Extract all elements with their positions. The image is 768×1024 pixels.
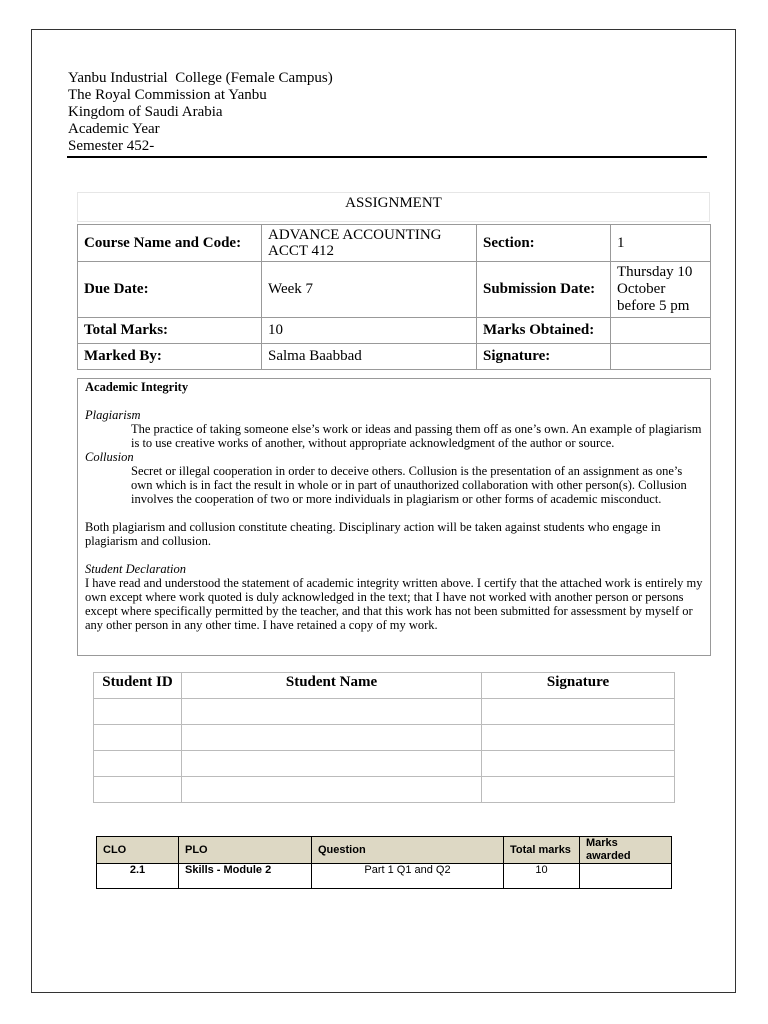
section-value: 1 xyxy=(611,225,711,262)
student-signature-cell[interactable] xyxy=(482,751,675,777)
integrity-title: Academic Integrity xyxy=(85,380,189,394)
total-marks-label: Total Marks: xyxy=(78,318,262,344)
collusion-text: Secret or illegal cooperation in order to deceive others. Collusion is the presentation of an assignment as one’s own which is in fact the result in whole or in part of unauthorized collaboration with other person(s). Collusion involves the cooperation of two or more individuals in plagiarism or other forms of academic misconduct. xyxy=(131,464,687,506)
question-header: Question xyxy=(312,837,504,864)
section-label: Section: xyxy=(477,225,611,262)
student-name-cell[interactable] xyxy=(182,751,482,777)
clo-table xyxy=(96,836,672,889)
table-row xyxy=(97,864,672,889)
student-signature-cell[interactable] xyxy=(482,777,675,803)
student-signature-header: Signature xyxy=(482,673,675,699)
clo-header: CLO xyxy=(97,837,179,864)
declaration-text: I have read and understood the statement of academic integrity written above. I certify that the attached work is entirely my own except where work quoted is duly acknowledged in the text; that I have not worked with another person or persons except where specifically permitted by the teacher, and that this work has not been submitted for assessment by myself or any other person in any other time. I have retained a copy of my work. xyxy=(85,576,703,632)
due-date-label: Due Date: xyxy=(78,262,262,318)
student-name-header: Student Name xyxy=(182,673,482,699)
total-marks-value: 10 xyxy=(262,318,477,344)
question-cell: Part 1 Q1 and Q2 xyxy=(312,864,504,889)
declaration-heading: Student Declaration xyxy=(85,562,187,576)
total-marks-header: Total marks xyxy=(504,837,580,864)
student-signature-cell[interactable] xyxy=(482,725,675,751)
marks-obtained-value[interactable] xyxy=(611,318,711,344)
student-id-cell[interactable] xyxy=(94,699,182,725)
assignment-info-table xyxy=(77,224,711,370)
header-line-country: Kingdom of Saudi Arabia xyxy=(68,104,223,120)
header-line-college: Yanbu Industrial College (Female Campus) xyxy=(68,70,333,86)
student-signature-cell[interactable] xyxy=(482,699,675,725)
assignment-title: ASSIGNMENT xyxy=(77,192,710,222)
student-name-cell[interactable] xyxy=(182,725,482,751)
header-divider xyxy=(67,156,707,158)
marks-awarded-header: Marks awarded xyxy=(580,837,672,864)
student-id-header: Student ID xyxy=(94,673,182,699)
table-row xyxy=(94,751,675,777)
signature-label: Signature: xyxy=(477,344,611,370)
header-line-commission: The Royal Commission at Yanbu xyxy=(68,87,267,103)
header-line-academic-year: Academic Year xyxy=(68,121,160,137)
clo-cell: 2.1 xyxy=(97,864,179,889)
plo-header: PLO xyxy=(179,837,312,864)
plagiarism-text: The practice of taking someone else’s work or ideas and passing them off as one’s own. An example of plagiarism is to use creative works of another, without appropriate acknowledgment of the author or source. xyxy=(131,422,702,450)
student-id-cell[interactable] xyxy=(94,725,182,751)
course-value: ADVANCE ACCOUNTING ACCT 412 xyxy=(262,225,477,262)
due-date-value: Week 7 xyxy=(262,262,477,318)
table-row xyxy=(94,699,675,725)
header-line-semester: Semester 452- xyxy=(68,138,155,154)
plo-cell: Skills - Module 2 xyxy=(179,864,312,889)
student-name-cell[interactable] xyxy=(182,699,482,725)
submission-date-value: Thursday 10 October before 5 pm xyxy=(611,262,711,318)
total-marks-cell: 10 xyxy=(504,864,580,889)
signature-value[interactable] xyxy=(611,344,711,370)
table-row xyxy=(94,777,675,803)
student-name-cell[interactable] xyxy=(182,777,482,803)
cheating-text: Both plagiarism and collusion constitute cheating. Disciplinary action will be taken against students who engage in plagiarism and collusion. xyxy=(85,520,661,548)
course-label: Course Name and Code: xyxy=(78,225,262,262)
marks-obtained-label: Marks Obtained: xyxy=(477,318,611,344)
collusion-heading: Collusion xyxy=(85,450,134,464)
marked-by-value: Salma Baabbad xyxy=(262,344,477,370)
table-row xyxy=(94,725,675,751)
marks-awarded-cell[interactable] xyxy=(580,864,672,889)
marked-by-label: Marked By: xyxy=(78,344,262,370)
academic-integrity-box xyxy=(77,378,711,656)
plagiarism-heading: Plagiarism xyxy=(85,408,141,422)
institution-header xyxy=(68,70,708,155)
student-table xyxy=(93,672,675,803)
submission-date-label: Submission Date: xyxy=(477,262,611,318)
student-id-cell[interactable] xyxy=(94,751,182,777)
student-id-cell[interactable] xyxy=(94,777,182,803)
